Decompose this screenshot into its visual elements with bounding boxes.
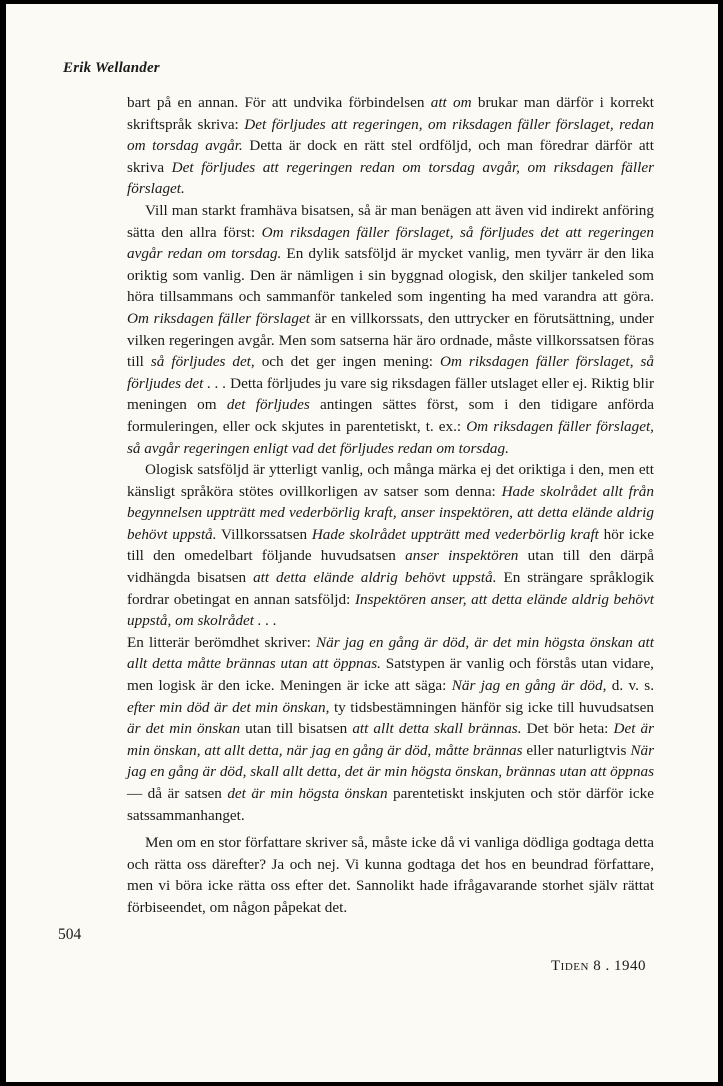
text-run: ty tidsbestämningen hänför sig icke till huvudsatsen [329, 698, 654, 716]
text-run: En strängare språklogik fordrar obetingat en annan satsföljd: [127, 569, 654, 608]
italic-run: anser inspektören [405, 547, 519, 565]
journal-name: Tiden [551, 958, 589, 974]
issue-number: 8 [593, 958, 602, 974]
italic-run: så förljudes det, [150, 353, 255, 371]
text-run: utan till bisatsen [240, 720, 353, 738]
text-run: eller naturligtvis [522, 741, 631, 759]
italic-run: att detta elände aldrig behövt uppstå. [253, 569, 497, 587]
italic-run: att om [430, 94, 472, 111]
text-run: och det ger ingen mening: [254, 353, 441, 371]
text-run: Detta förljudes ju vare sig riksdagen fäller utslaget eller ej. Riktig blir meningen om [127, 374, 654, 414]
text-run: Men om en stor författare skriver så, måste icke då vi vanliga dödliga godtaga detta och rätta oss därefter? Ja och nej. Vi kunna godtaga det hos en beundrad författare, men vi böra icke rätta oss efter det. Sannolikt hade ifrågavarande storhet själv rättat förbiseendet, om någon påpekat det. [127, 834, 654, 916]
text-run: Satstypen är vanlig och förstås utan vidare, men logisk är den icke. Meningen är icke att säga: [127, 655, 654, 695]
paragraph [127, 92, 654, 200]
document-page [6, 4, 718, 1082]
italic-run: Hade skolrådet allt från begynnelsen uppträtt med vederbörlig kraft, anser inspektören, att detta elände aldrig behövt uppstå. [127, 482, 654, 543]
text-run: hör icke till den omedelbart följande huvudsatsen [127, 525, 654, 565]
italic-run: är det min önskan [127, 720, 241, 738]
text-run: En dylik satsföljd är mycket vanlig, men tyvärr är den lika oriktig som vanlig. Den är nämligen i sin byggnad ologisk, den skiljer tankeled som höra tillsammans och sammanför tankeled som ingenting ha med varandra att göra. [127, 245, 655, 306]
italic-run: Det förljudes att regeringen redan om torsdag avgår, om riksdagen fäller förslaget. [127, 158, 654, 198]
text-run: Ologisk satsföljd är ytterligt vanlig, och många märka ej det oriktiga i den, men ett känsligt språköra stötes ovillkorligen av satser som denna: [127, 461, 654, 500]
text-run: bart på en annan. För att undvika förbindelsen [127, 94, 431, 111]
text-run: Villkorssatsen [216, 525, 312, 543]
page-number: 504 [58, 926, 82, 943]
text-run: utan till den därpå vidhängda bisatsen [127, 547, 655, 587]
italic-run: Om riksdagen fäller förslaget, så avgår regeringen enligt vad det förljudes redan om torsdag. [127, 417, 654, 457]
text-run: antingen sättes först, som i den tidigare anförda formuleringen, eller ock skjutes in parentetiskt, t. ex.: [127, 396, 655, 435]
journal-footer [551, 958, 646, 975]
paragraph [127, 632, 654, 826]
body-text [127, 92, 654, 919]
italic-run: När jag en gång är död, [451, 677, 607, 695]
text-run: Det bör heta: [521, 720, 614, 738]
text-run: är en villkorssats, den uttrycker en förutsättning, under vilken regeringen avgår. Men som satserna här äro ordnade, måste villkorssatsen föras till [127, 309, 654, 371]
text-run: En litterär berömdhet skriver: [127, 633, 316, 651]
italic-run: När jag en gång är död, är det min högsta önskan att allt detta måtte brännas utan att öppnas. [127, 633, 655, 673]
year: 1940 [613, 958, 646, 974]
italic-run: att allt detta skall brännas. [352, 720, 522, 738]
text-run: brukar man därför i korrekt skriftspråk skriva: [127, 94, 654, 133]
text-run: parentetiskt inskjuten och stör därför icke satssammanhanget. [127, 785, 655, 824]
italic-run: efter min död är det min önskan, [127, 698, 330, 716]
text-run: d. v. s. [606, 677, 654, 695]
italic-run: Hade skolrådet uppträtt med vederbörlig kraft [311, 525, 599, 543]
paragraph [127, 832, 654, 918]
italic-run: Det förljudes att regeringen, om riksdagen fäller förslaget, redan om torsdag avgår. [127, 115, 654, 155]
italic-run: Om riksdagen fäller förslaget [127, 309, 310, 327]
italic-run: Om riksdagen fäller förslaget, så förljudes det . . . [127, 353, 654, 392]
italic-run: Om riksdagen fäller förslaget, så förljudes det att regeringen avgår redan om torsdag. [127, 223, 655, 263]
italic-run: Inspektören anser, att detta elände aldrig behövt uppstå, om skolrådet . . . [127, 590, 654, 630]
text-run: — då är satsen [127, 785, 228, 802]
text-run: Detta är dock en rätt stel ordföljd, och man föredrar därför att skriva [127, 137, 655, 176]
text-run: Vill man starkt framhäva bisatsen, så är man benägen att även vid indirekt anföring sätta den allra först: [127, 201, 654, 241]
footer-separator: . [605, 958, 610, 974]
italic-run: det förljudes [226, 396, 310, 414]
paragraph [127, 459, 654, 632]
running-header-author: Erik Wellander [63, 60, 160, 76]
italic-run: När jag en gång är död, skall allt detta, det är min högsta önskan, brännas utan att öppnas [127, 741, 654, 781]
italic-run: det är min högsta önskan [227, 785, 388, 802]
italic-run: Det är min önskan, att allt detta, när jag en gång är död, måtte brännas [127, 720, 654, 759]
paragraph [127, 200, 654, 459]
